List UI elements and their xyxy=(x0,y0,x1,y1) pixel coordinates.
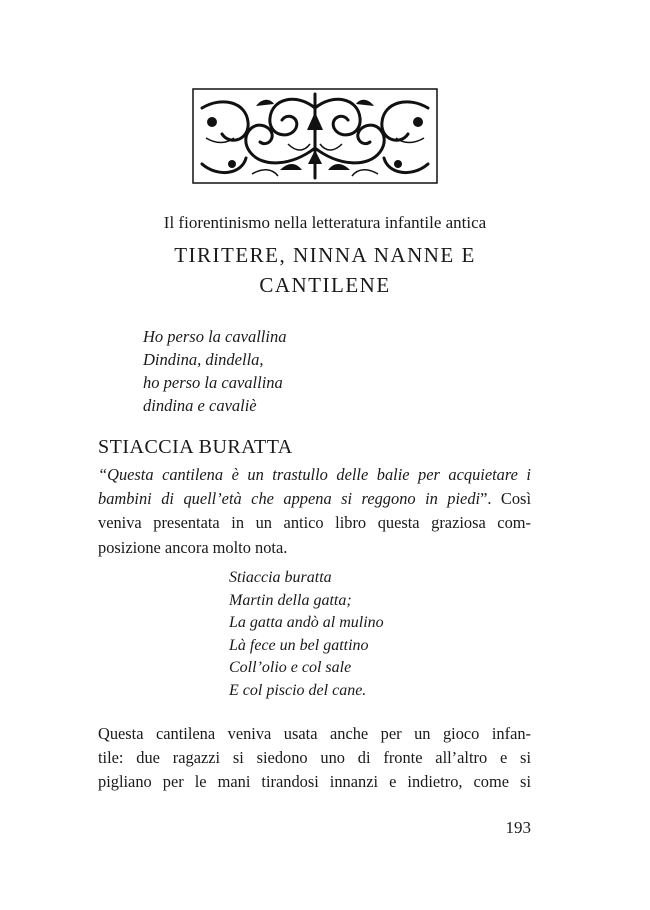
paragraph-line: posizione ancora molto nota. xyxy=(98,537,288,557)
paragraph-line: tile: due ragazzi si siedono uno di fronte all’altro e si xyxy=(98,748,531,768)
page-number: 193 xyxy=(505,818,531,837)
chapter-title-line-1: TIRITERE, NINNA NANNE E xyxy=(174,243,476,267)
poem-line: E col piscio del cane. xyxy=(229,681,367,699)
quoted-text: “Questa cantilena è un trastullo delle balie per acquietare i xyxy=(98,465,531,484)
decorative-ornament-icon xyxy=(192,88,438,184)
quoted-text: bambini di quell’età che appena si reggono in piedi xyxy=(98,489,481,509)
chapter-title xyxy=(100,240,550,300)
paragraph-line: Questa cantilena veniva usata anche per un gioco infan- xyxy=(98,724,531,743)
stiaccia-buratta-poem xyxy=(229,567,384,702)
paragraph-line xyxy=(98,487,531,511)
poem-line: Ho perso la cavallina xyxy=(143,327,287,346)
poem-line: Martin della gatta; xyxy=(229,591,352,609)
poem-line: dindina e cavaliè xyxy=(143,396,257,415)
chapter-title-line-2: CANTILENE xyxy=(259,273,391,297)
poem-line: La gatta andò al mulino xyxy=(229,614,384,631)
chapter-subtitle: Il fiorentinismo nella letteratura infantile antica xyxy=(163,213,487,232)
poem-line: Dindina, dindella, xyxy=(143,350,264,369)
body-paragraph-1 xyxy=(98,463,531,560)
section-heading: STIACCIA BURATTA xyxy=(98,436,293,458)
paragraph-line: veniva presentata in un antico libro questa graziosa com- xyxy=(98,513,531,533)
poem-line: ho perso la cavallina xyxy=(143,373,283,392)
poem-line: Là fece un bel gattino xyxy=(229,636,369,654)
poem-line: Stiaccia buratta xyxy=(229,569,332,586)
body-paragraph-2 xyxy=(98,722,531,795)
paragraph-line: pigliano per le mani tirandosi innanzi e indietro, come si xyxy=(98,772,531,792)
opening-poem xyxy=(143,325,286,417)
poem-line: Coll’olio e col sale xyxy=(229,659,352,676)
paragraph-text: ”. Così xyxy=(480,489,531,509)
paragraph-line xyxy=(98,463,531,487)
